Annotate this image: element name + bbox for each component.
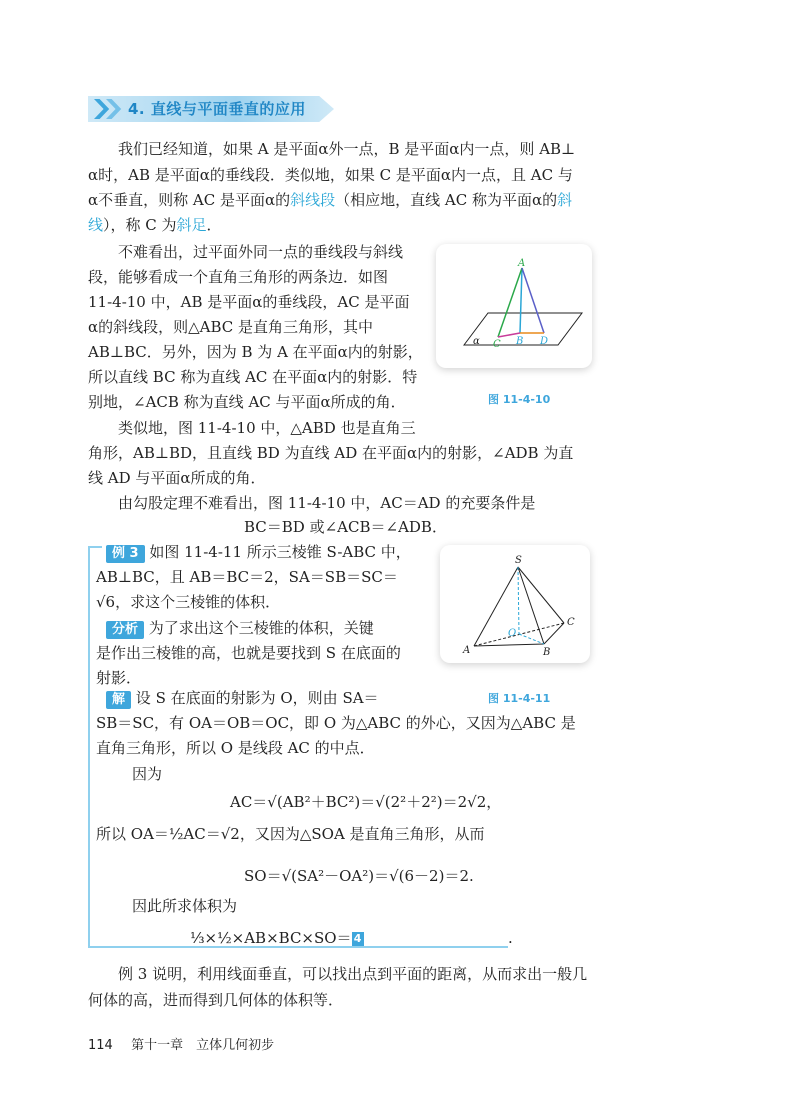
label-d: D — [540, 336, 549, 347]
section-title: 4. 直线与平面垂直的应用 — [128, 100, 306, 118]
label-c: C — [567, 617, 575, 628]
formula-so: SO＝√(SA²－OA²)＝√(6－2)＝2. — [244, 867, 474, 885]
p4-line1: 由勾股定理不难看出，图 11-4-10 中，AC＝AD 的充要条件是 — [118, 494, 536, 512]
p3-line3: 线 AD 与平面α所成的角． — [88, 469, 266, 487]
label-a: A — [518, 258, 526, 269]
section-banner — [88, 96, 334, 122]
label-a: A — [463, 645, 471, 656]
page-number: 114 — [88, 1038, 113, 1053]
analysis-line1 — [106, 616, 374, 642]
solution-line2: SB＝SC，有 OA＝OB＝OC，即 O 为△ABC 的外心，又因为△ABC 是 — [96, 714, 576, 732]
p3-line2: 角形，AB⊥BD，且直线 BD 为直线 AD 在平面α内的射影，∠ADB 为直 — [88, 444, 574, 462]
example-line1 — [106, 540, 411, 566]
label-o: O — [508, 628, 517, 639]
p2-line1: 不难看出，过平面外同一点的垂线段与斜线 — [118, 243, 404, 261]
figure-11-4-10-drawing — [436, 244, 592, 368]
p1-line4 — [88, 213, 222, 239]
p2-line4: α的斜线段，则△ABC 是直角三角形，其中 — [88, 318, 374, 336]
p2-line7: 别地，∠ACB 称为直线 AC 与平面α所成的角． — [88, 393, 406, 411]
text: ），称 C 为 — [103, 216, 177, 234]
p2-line5: AB⊥BC．另外，因为 B 为 A 在平面α内的射影， — [88, 343, 423, 361]
label-alpha: α — [473, 336, 480, 347]
solution-line6: 因此所求体积为 — [132, 897, 238, 915]
analysis-tag: 分析 — [106, 621, 144, 639]
edge-sc — [518, 567, 564, 623]
caption-11-4-10: 图 11-4-10 — [488, 393, 551, 406]
formula-ac: AC＝√(AB²＋BC²)＝√(2²＋2²)＝2√2， — [230, 793, 502, 811]
figure-11-4-11 — [440, 545, 590, 663]
edge-sb — [518, 567, 544, 644]
label-b: B — [516, 336, 524, 347]
segment-ad — [522, 268, 544, 333]
text: 如图 11-4-11 所示三棱锥 S-ABC 中， — [149, 543, 411, 561]
chapter-title: 第十一章 立体几何初步 — [131, 1038, 275, 1053]
text: ． — [206, 216, 222, 234]
example-line3: √6，求这个三棱锥的体积． — [96, 593, 281, 611]
answer-box[interactable]: 4 — [352, 932, 364, 946]
p2-line3: 11-4-10 中，AB 是平面α的垂线段，AC 是平面 — [88, 293, 410, 311]
example-rail-top — [88, 546, 102, 548]
caption-11-4-11: 图 11-4-11 — [488, 692, 551, 705]
text: （相应地，直线 AC 称为平面α的 — [335, 191, 558, 209]
label-s: S — [515, 555, 522, 566]
label-c: C — [493, 339, 501, 350]
p1-line3 — [88, 188, 572, 214]
term-oblique-line-b: 线 — [88, 216, 104, 234]
text: 设 S 在底面的射影为 O，则由 SA＝ — [135, 689, 379, 707]
height-so — [518, 567, 519, 634]
p2-line6: 所以直线 BC 称为直线 AC 在平面α内的射影．特 — [88, 368, 418, 386]
example-tag: 例 3 — [106, 545, 145, 563]
segment-ac — [498, 268, 522, 337]
solution-tag: 解 — [106, 691, 131, 709]
term-oblique-foot: 斜足 — [176, 216, 207, 234]
p2-line2: 段，能够看成一个直角三角形的两条边．如图 — [88, 268, 389, 286]
figure-11-4-10 — [436, 244, 592, 368]
label-b: B — [543, 647, 551, 658]
term-oblique-segment: 斜线段 — [290, 191, 336, 209]
p1-line1: 我们已经知道，如果 A 是平面α外一点，B 是平面α内一点，则 AB⊥ — [118, 140, 576, 158]
solution-line3: 直角三角形，所以 O 是线段 AC 的中点． — [96, 739, 375, 757]
example-rail — [88, 546, 90, 946]
conclusion-line1: 例 3 说明，利用线面垂直，可以找出点到平面的距离，从而求出一般几 — [118, 965, 588, 983]
solution-line1 — [106, 686, 379, 712]
segment-ab — [520, 268, 522, 333]
page-footer — [88, 1034, 274, 1053]
formula-volume — [190, 926, 364, 952]
analysis-line2: 是作出三棱锥的高，也就是要找到 S 在底面的 — [96, 644, 401, 662]
term-oblique-line-a: 斜 — [557, 191, 573, 209]
edge-bc — [544, 623, 564, 644]
p1-line2: α时，AB 是平面α的垂线段．类似地，如果 C 是平面α内一点，且 AC 与 — [88, 166, 573, 184]
text: ⅓×½×AB×BC×SO＝ — [190, 929, 352, 947]
formula-volume-end: . — [508, 929, 513, 947]
conclusion-line2: 何体的高，进而得到几何体的体积等． — [88, 991, 344, 1009]
analysis-line3: 射影． — [96, 669, 142, 687]
text: α不垂直，则称 AC 是平面α的 — [88, 191, 291, 209]
figure-11-4-11-drawing — [440, 545, 590, 663]
p3-line1: 类似地，图 11-4-10 中，△ABD 也是直角三 — [118, 419, 416, 437]
solution-line5: 所以 OA＝½AC＝√2，又因为△SOA 是直角三角形，从而 — [96, 825, 485, 843]
p4-formula: BC＝BD 或∠ACB＝∠ADB． — [244, 518, 447, 536]
segment-ob — [519, 634, 544, 644]
text: 为了求出这个三棱锥的体积，关键 — [148, 619, 374, 637]
solution-line4: 因为 — [132, 765, 163, 783]
edge-ab — [474, 644, 544, 646]
example-line2: AB⊥BC，且 AB＝BC＝2，SA＝SB＝SC＝ — [96, 568, 398, 586]
